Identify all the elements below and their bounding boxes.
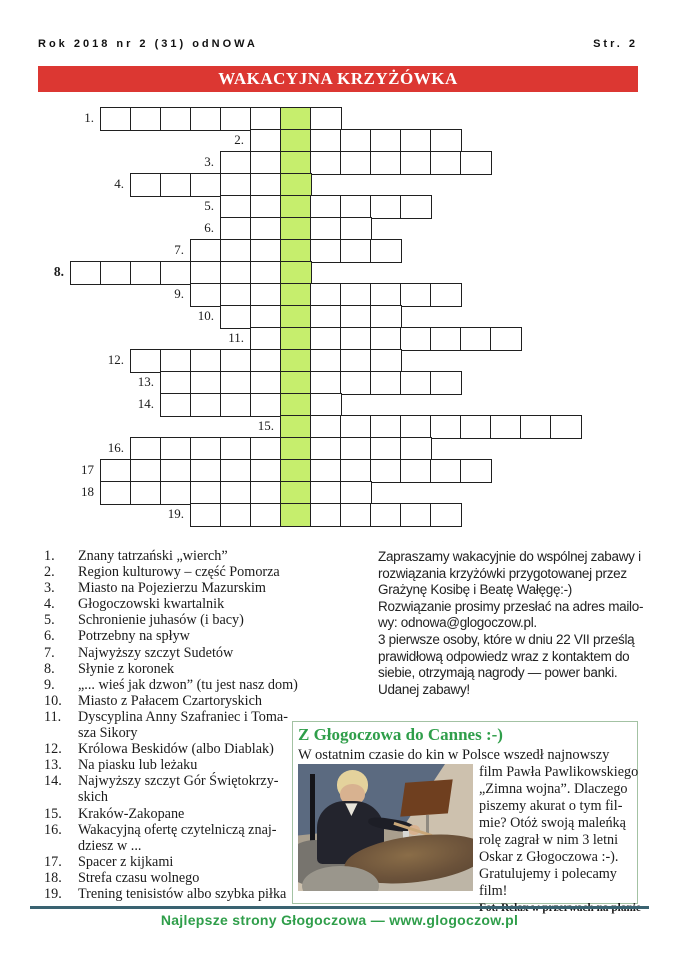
crossword-cell-highlight — [280, 459, 312, 483]
crossword-cell-highlight — [280, 371, 312, 395]
footer-rule — [30, 906, 649, 909]
crossword-cell — [160, 173, 192, 197]
crossword-cell — [220, 459, 252, 483]
crossword-cell — [460, 151, 492, 175]
crossword-cell — [430, 327, 462, 351]
crossword-cell — [130, 437, 162, 461]
crossword-cell — [250, 217, 282, 241]
invitation-line: prawidłową odpowiedz wraz z kontaktem do — [378, 648, 630, 664]
grid-row-number: 8. — [53, 264, 64, 279]
crossword-cell-highlight — [280, 261, 312, 285]
crossword-cell — [130, 261, 162, 285]
crossword-cell — [190, 459, 222, 483]
crossword-cell — [310, 459, 342, 483]
crossword-cell-highlight — [280, 437, 312, 461]
crossword-cell — [250, 239, 282, 263]
crossword-cell — [250, 107, 282, 131]
invitation-line: wy: odnowa@glogoczow.pl. — [378, 615, 537, 631]
invitation-line: Udanej zabawy! — [378, 681, 470, 697]
crossword-cell — [100, 107, 132, 131]
crossword-cell — [190, 349, 222, 373]
crossword-cell — [310, 239, 342, 263]
crossword-cell — [400, 437, 432, 461]
crossword-cell — [250, 371, 282, 395]
clue-text: Schronienie juhasów (i bacy) — [78, 612, 244, 629]
crossword-cell — [400, 327, 432, 351]
crossword-cell — [490, 415, 522, 439]
clue-text: Miasto na Pojezierzu Mazurskim — [78, 580, 266, 597]
cannes-article-content — [298, 764, 639, 915]
clue-text: Znany tatrzański „wierch” — [78, 548, 228, 564]
clue-item — [44, 596, 354, 612]
clue-text: Głogoczowski kwartalnik — [78, 596, 225, 613]
grid-row-number: 9. — [174, 286, 184, 301]
crossword-cell — [400, 283, 432, 307]
crossword-cell — [490, 327, 522, 351]
crossword-cell — [160, 107, 192, 131]
crossword-cell — [370, 327, 402, 351]
clue-item — [44, 693, 354, 709]
crossword-cell — [310, 349, 342, 373]
crossword-cell — [310, 107, 342, 131]
grid-row-number: 13. — [137, 374, 154, 389]
footer-text: Najlepsze strony Głogoczowa — www.glogoczow.pl — [160, 912, 519, 928]
cannes-body-line: film Pawła Pawlikowskiego — [479, 764, 639, 780]
clue-number: 1. — [44, 548, 55, 564]
grid-row-number: 17 — [81, 462, 94, 477]
crossword-cell — [550, 415, 582, 439]
clue-number: 18. — [44, 869, 62, 886]
crossword-cell — [340, 239, 372, 263]
clue-number: 6. — [44, 628, 55, 645]
crossword-cell-highlight — [280, 481, 312, 505]
crossword-cell — [190, 261, 222, 285]
clue-number: 15. — [44, 805, 62, 822]
crossword-cell — [430, 503, 462, 527]
crossword-cell — [100, 481, 132, 505]
crossword-cell — [160, 437, 192, 461]
crossword-cell — [340, 217, 372, 241]
crossword-cell-highlight — [280, 107, 312, 131]
crossword-cell — [370, 283, 402, 307]
crossword-cell — [130, 349, 162, 373]
crossword-cell — [160, 393, 192, 417]
invitation-line: 3 pierwsze osoby, które w dniu 22 VII prześlą — [378, 631, 635, 647]
clue-item — [44, 628, 354, 644]
clue-text: Królowa Beskidów (albo Diablak) — [78, 741, 274, 758]
crossword-cell — [310, 371, 342, 395]
grid-row-number: 4. — [114, 176, 124, 191]
crossword-cell — [220, 283, 252, 307]
crossword-cell — [160, 349, 192, 373]
crossword-cell — [310, 415, 342, 439]
crossword-cell — [460, 459, 492, 483]
crossword-cell — [310, 393, 342, 417]
crossword-cell — [250, 151, 282, 175]
crossword-cell — [190, 481, 222, 505]
crossword-cell — [430, 415, 462, 439]
crossword-cell — [370, 371, 402, 395]
crossword-cell — [220, 173, 252, 197]
crossword-cell — [160, 459, 192, 483]
clue-item — [44, 612, 354, 628]
crossword-cell — [250, 195, 282, 219]
crossword-cell-highlight — [280, 393, 312, 417]
grid-row-number: 11. — [228, 330, 244, 345]
cannes-body-line: mie? Otóż swoją maleńką — [479, 815, 626, 831]
invitation-line: Zapraszamy wakacyjnie do wspólnej zabawy i — [378, 549, 641, 564]
crossword-cell — [190, 239, 222, 263]
crossword-cell — [340, 459, 372, 483]
crossword-cell — [400, 129, 432, 153]
crossword-cell — [310, 437, 342, 461]
crossword-cell — [310, 195, 342, 219]
invitation-line: siebie, otrzymają nagrody — power banki. — [378, 665, 618, 681]
crossword-cell — [190, 437, 222, 461]
crossword-cell — [100, 459, 132, 483]
crossword-cell — [370, 195, 402, 219]
crossword-cell — [220, 371, 252, 395]
crossword-cell — [430, 129, 462, 153]
crossword-cell — [190, 173, 222, 197]
crossword-cell — [370, 415, 402, 439]
invitation-line: rozwiązania krzyżówki przygotowanej przez — [378, 565, 627, 581]
crossword-cell-highlight — [280, 327, 312, 351]
crossword-cell-highlight — [280, 503, 312, 527]
cannes-body-line: Gratulujemy i polecamy — [479, 866, 617, 882]
clue-number: 4. — [44, 596, 55, 613]
crossword-cell-highlight — [280, 239, 312, 263]
cannes-body-line: Oskar z Głogoczowa :-). — [479, 849, 619, 865]
crossword-cell-highlight — [280, 129, 312, 153]
crossword-cell — [460, 327, 492, 351]
photo-music-stand — [400, 779, 453, 816]
crossword-cell — [190, 393, 222, 417]
crossword-cell — [460, 415, 492, 439]
clue-number: 10. — [44, 692, 62, 709]
crossword-cell-highlight — [280, 283, 312, 307]
crossword-cell — [340, 305, 372, 329]
clue-item — [44, 661, 354, 677]
crossword-cell — [370, 151, 402, 175]
crossword-cell — [190, 283, 222, 307]
grid-row-number: 5. — [204, 198, 214, 213]
clue-text: Region kulturowy – część Pomorza — [78, 564, 280, 581]
clue-number: 2. — [44, 564, 55, 581]
crossword-cell — [370, 305, 402, 329]
issue-info: Rok 2018 nr 2 (31) odNOWA — [38, 38, 258, 50]
clue-text: Potrzebny na spływ — [78, 628, 190, 645]
crossword-cell — [250, 481, 282, 505]
crossword-cell — [220, 239, 252, 263]
crossword-cell-highlight — [280, 305, 312, 329]
crossword-cell — [250, 503, 282, 527]
crossword-cell-highlight — [280, 217, 312, 241]
clue-number: 19. — [44, 885, 62, 902]
cannes-article-title: Z Głogoczowa do Cannes :-) — [298, 725, 503, 744]
crossword-cell — [340, 195, 372, 219]
crossword-cell — [130, 173, 162, 197]
grid-row-number: 1. — [84, 110, 94, 125]
cannes-body-line: film! — [479, 883, 508, 899]
grid-row-number: 15. — [257, 418, 274, 433]
crossword-cell — [310, 129, 342, 153]
crossword-cell — [220, 195, 252, 219]
crossword-cell — [250, 327, 282, 351]
crossword-cell — [130, 481, 162, 505]
clue-number: 11. — [44, 708, 62, 725]
grid-row-number: 10. — [197, 308, 214, 323]
crossword-cell — [340, 503, 372, 527]
clue-number: 17. — [44, 853, 62, 870]
clue-number: 13. — [44, 757, 62, 774]
crossword-cell — [340, 283, 372, 307]
crossword-cell — [220, 305, 252, 329]
clue-item — [44, 677, 354, 693]
grid-row-number: 14. — [137, 396, 154, 411]
clue-text: Spacer z kijkami — [78, 853, 174, 870]
crossword-cell — [400, 503, 432, 527]
crossword-cell — [160, 371, 192, 395]
crossword-cell — [340, 437, 372, 461]
crossword-cell — [400, 151, 432, 175]
crossword-cell — [190, 371, 222, 395]
contest-invitation-text — [378, 549, 650, 698]
crossword-cell — [220, 503, 252, 527]
crossword-cell — [310, 327, 342, 351]
clue-number: 5. — [44, 612, 55, 629]
crossword-cell — [400, 415, 432, 439]
crossword-cell — [310, 283, 342, 307]
crossword-cell — [310, 305, 342, 329]
cannes-body-line: rolę zagrał w nim 3 letni — [479, 832, 619, 848]
grid-row-number: 18 — [81, 484, 94, 499]
crossword-cell — [310, 481, 342, 505]
crossword-cell — [190, 107, 222, 131]
crossword-cell-highlight — [280, 349, 312, 373]
clue-text: Miasto z Pałacem Czartoryskich — [78, 692, 262, 709]
crossword-cell — [310, 217, 342, 241]
crossword-cell — [250, 305, 282, 329]
crossword-cell — [430, 283, 462, 307]
grid-row-number: 3. — [204, 154, 214, 169]
clue-number: 3. — [44, 580, 55, 597]
clue-number: 9. — [44, 676, 55, 693]
crossword-cell — [250, 459, 282, 483]
clue-item — [44, 645, 354, 661]
crossword-cell — [370, 349, 402, 373]
clue-number: 12. — [44, 741, 62, 758]
cannes-article-intro: W ostatnim czasie do kin w Polsce wszedł najnowszy — [298, 747, 610, 763]
crossword-cell — [220, 393, 252, 417]
crossword-cell-highlight — [280, 415, 312, 439]
cannes-body-line: „Zimna wojna”. Dlaczego — [479, 781, 628, 797]
invitation-line: Grażynę Kosibę i Beatę Wałęgę:-) — [378, 582, 572, 598]
crossword-cell — [250, 283, 282, 307]
crossword-cell — [250, 437, 282, 461]
crossword-cell — [430, 151, 462, 175]
crossword-title: WAKACYJNA KRZYŻÓWKA — [218, 69, 458, 88]
crossword-cell — [400, 195, 432, 219]
crossword-cell — [250, 349, 282, 373]
crossword-cell — [220, 261, 252, 285]
crossword-cell — [310, 151, 342, 175]
crossword-cell — [370, 459, 402, 483]
grid-row-number: 19. — [167, 506, 184, 521]
grid-row-number: 16. — [107, 440, 124, 455]
crossword-cell — [400, 459, 432, 483]
clue-item — [44, 548, 354, 564]
crossword-cell — [220, 107, 252, 131]
clue-text: Wakacyjną ofertę czytelniczą znaj- dziesz w ... — [78, 821, 277, 854]
crossword-cell — [340, 349, 372, 373]
grid-row-number: 12. — [107, 352, 124, 367]
crossword-cell — [340, 371, 372, 395]
cannes-article-body — [479, 764, 641, 900]
clue-text: Najwyższy szczyt Gór Świętokrzy- skich — [78, 773, 279, 806]
crossword-cell — [340, 129, 372, 153]
crossword-cell — [520, 415, 552, 439]
crossword-cell — [160, 481, 192, 505]
crossword-cell — [250, 393, 282, 417]
grid-row-number: 6. — [204, 220, 214, 235]
crossword-cell — [220, 217, 252, 241]
clue-text: Na piasku lub leżaku — [78, 757, 198, 774]
clue-text: Najwyższy szczyt Sudetów — [78, 644, 234, 661]
clue-number: 14. — [44, 773, 62, 790]
page-number: Str. 2 — [593, 38, 638, 50]
crossword-cell — [160, 261, 192, 285]
clue-text: Słynie z koronek — [78, 660, 175, 677]
crossword-cell — [220, 349, 252, 373]
crossword-cell — [370, 503, 402, 527]
crossword-cell — [250, 261, 282, 285]
grid-row-number: 2. — [234, 132, 244, 147]
crossword-cell — [430, 371, 462, 395]
crossword-cell — [100, 261, 132, 285]
crossword-cell — [340, 481, 372, 505]
cannes-article-column — [473, 764, 641, 915]
crossword-cell — [190, 503, 222, 527]
crossword-cell — [430, 459, 462, 483]
crossword-cell — [340, 151, 372, 175]
crossword-cell — [340, 415, 372, 439]
crossword-cell — [220, 437, 252, 461]
clue-number: 16. — [44, 821, 62, 838]
clue-item — [44, 580, 354, 596]
clue-text: Strefa czasu wolnego — [78, 869, 200, 886]
crossword-cell — [370, 129, 402, 153]
clue-text: Dyscyplina Anny Szafraniec i Toma- sza Sikory — [78, 708, 288, 742]
clue-number: 7. — [44, 644, 55, 661]
crossword-cell — [70, 261, 102, 285]
crossword-cell — [220, 481, 252, 505]
clue-item — [44, 564, 354, 580]
crossword-cell-highlight — [280, 151, 312, 175]
crossword-cell — [130, 107, 162, 131]
crossword-cell — [130, 459, 162, 483]
crossword-cell — [370, 437, 402, 461]
grid-row-number: 7. — [174, 242, 184, 257]
crossword-cell — [310, 503, 342, 527]
clue-text: „... wieś jak dzwon” (tu jest nasz dom) — [78, 676, 298, 693]
cannes-body-line: piszemy akurat o tym fil- — [479, 798, 623, 814]
crossword-cell-highlight — [280, 195, 312, 219]
crossword-cell — [370, 239, 402, 263]
invitation-line: Rozwiązanie prosimy przesłać na adres mailo- — [378, 598, 644, 614]
clue-text: Trening tenisistów albo szybka piłka — [78, 885, 287, 902]
crossword-cell — [250, 129, 282, 153]
crossword-cell-highlight — [280, 173, 312, 197]
clue-text: Kraków-Zakopane — [78, 805, 185, 822]
crossword-cell — [340, 327, 372, 351]
clue-number: 8. — [44, 660, 55, 677]
cannes-article-box — [292, 721, 638, 904]
cannes-photo-boy-drums — [298, 764, 473, 891]
crossword-cell — [220, 151, 252, 175]
crossword-cell — [400, 371, 432, 395]
crossword-cell — [250, 173, 282, 197]
